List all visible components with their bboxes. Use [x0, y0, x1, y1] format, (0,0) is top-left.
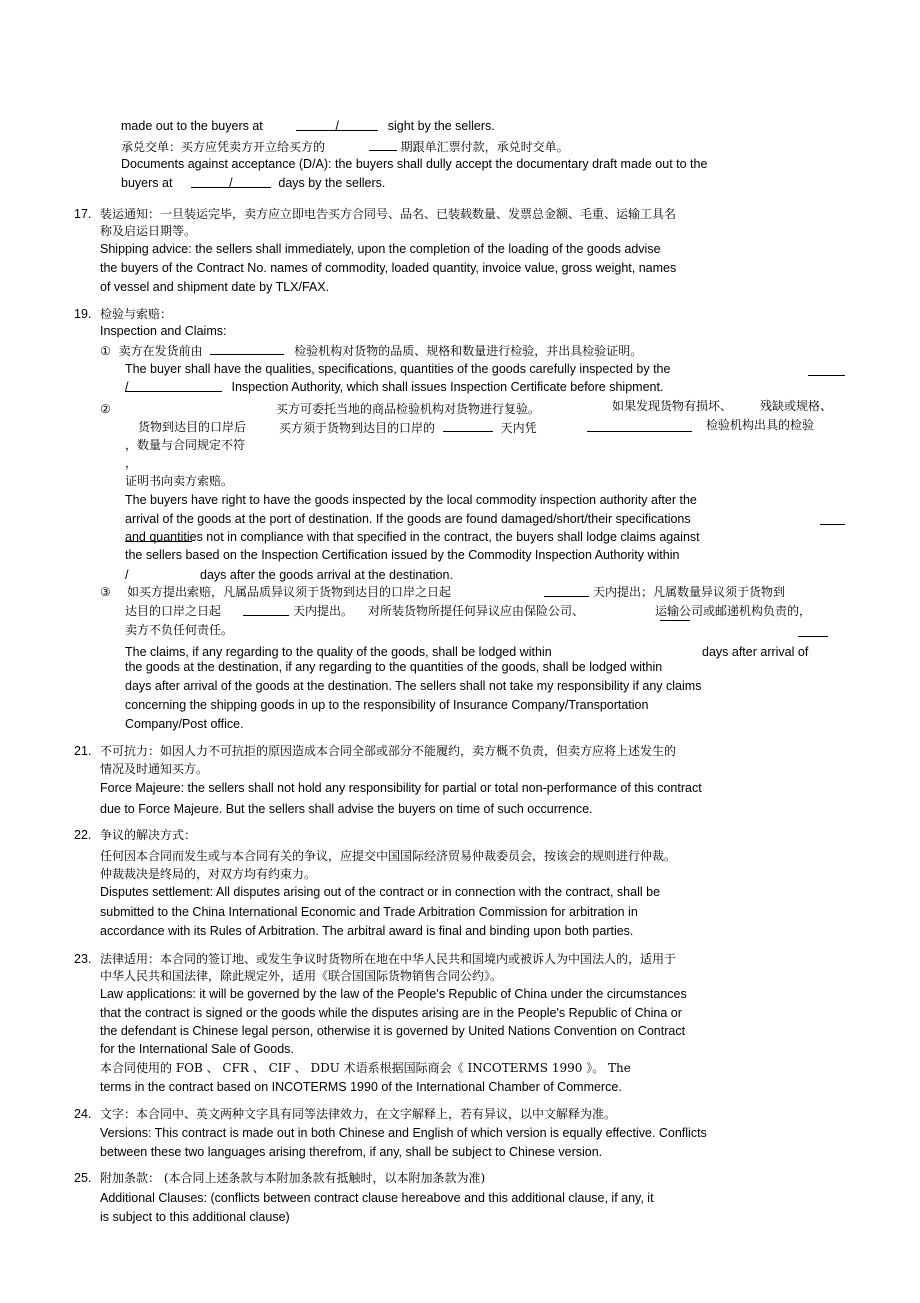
blank-field [544, 596, 589, 597]
section-number-17: 17. [74, 207, 92, 221]
clause-2-zh-mid-2 [279, 418, 537, 437]
blank-field [296, 117, 378, 131]
blank-field [243, 615, 289, 616]
clause-1-en-text-end: Inspection Authority, which shall issues Inspection Certificate before shipment. [231, 380, 664, 394]
da-zh-text: 承兑交单：买方应凭卖方开立给买方的 [121, 140, 326, 154]
blank-field [820, 524, 845, 525]
law-en-4: for the International Sale of Goods. [100, 1042, 294, 1056]
disputes-en-3: accordance with its Rules of Arbitration. The arbitral award is final and binding upon both parties. [100, 924, 634, 938]
blank-field [660, 620, 690, 621]
section-number-23: 23. [74, 952, 92, 966]
disputes-en-2: submitted to the China International Economic and Trade Arbitration Commission for arbitration in [100, 905, 638, 919]
shipping-advice-en-2: the buyers of the Contract No. names of commodity, loaded quantity, invoice value, gross weight, names [100, 261, 677, 275]
clause-2-zh-days: 天内凭 [500, 421, 537, 435]
shipping-advice-en-3: of vessel and shipment date by TLX/FAX. [100, 280, 330, 294]
section-number-25: 25. [74, 1171, 92, 1185]
clause-1-en-2 [125, 378, 663, 396]
clause-2-en-4: the sellers based on the Inspection Certification issued by the Commodity Inspection Authority within [125, 548, 680, 562]
draft-text: made out to the buyers at [121, 119, 263, 133]
clause-2-en-3: and quantities not in compliance with that specified in the contract, the buyers shall lodge claims against [125, 530, 700, 544]
da-en-line-2 [121, 174, 385, 192]
law-zh: 法律适用：本合同的签订地、或发生争议时货物所在地在中华人民共和国境内或被诉人为中国法人的，适用于 [100, 952, 677, 966]
clause-3-marker: ③ [100, 585, 111, 599]
clause-3-en-2: the goods at the destination, if any regarding to the quantities of the goods, shall be lodged within [125, 660, 663, 674]
clause-3-en-3: days after arrival of the goods at the destination. The sellers shall not take my responsibility if any claims [125, 679, 702, 693]
law-incoterms: 本合同使用的 FOB 、 CFR 、 CIF 、 DDU 术语系根据国际商会《 INCOTERMS 1990 》。 The [100, 1061, 631, 1075]
disputes-title-zh: 争议的解决方式： [100, 828, 197, 842]
clause-1-marker: ① [100, 344, 111, 358]
law-zh-2: 中华人民共和国法律，除此规定外，适用《联合国国际货物销售合同公约》。 [100, 969, 503, 983]
da-en-line: Documents against acceptance (D/A): the buyers shall dully accept the documentary draft made out to the [121, 157, 708, 171]
clause-2-zh-right-3: 检验机构出具的检验 [706, 418, 815, 432]
clause-2-zh-5: 证明书向卖方索赔。 [125, 474, 234, 488]
section-number-19: 19. [74, 307, 92, 321]
blank-field [191, 174, 271, 188]
shipping-advice-zh-2: 称及启运日期等。 [100, 224, 197, 238]
clause-3-zh-2: 天内提出；凡属数量异议须于货物到 [593, 585, 786, 599]
force-majeure-zh-2: 情况及时通知买方。 [100, 762, 209, 776]
clause-3-en-4: concerning the shipping goods in up to the responsibility of Insurance Company/Transportation [125, 698, 649, 712]
additional-zh: 附加条款： (本合同上述条款与本附加条款有抵触时，以本附加条款为准) [100, 1171, 486, 1185]
disputes-zh-2: 仲裁裁决是终局的，对双方均有约束力。 [100, 867, 317, 881]
shipping-advice-en: Shipping advice: the sellers shall immediately, upon the completion of the loading of the goods advise [100, 242, 661, 256]
clause-2-zh-text: 买方须于货物到达目的口岸的 [279, 421, 436, 435]
inspection-title-en: Inspection and Claims: [100, 324, 227, 338]
clause-3-zh: 如买方提出索赔，凡属品质异议须于货物到达目的口岸之日起 [127, 585, 452, 599]
clause-2-en-5: days after the goods arrival at the destination. [200, 568, 453, 582]
clause-3-zh-4: 天内提出。 [293, 604, 354, 618]
clause-3-en: The claims, if any regarding to the quality of the goods, shall be lodged within [125, 645, 552, 659]
blank-field [798, 636, 828, 637]
clause-3-zh-6: 运输公司或邮递机构负责的， [655, 604, 812, 618]
draft-line [121, 117, 495, 135]
clause-2-en-2: arrival of the goods at the port of destination. If the goods are found damaged/short/their specifications [125, 512, 691, 526]
law-en-5: terms in the contract based on INCOTERMS 1990 of the International Chamber of Commerce. [100, 1080, 622, 1094]
da-zh-line [121, 137, 569, 156]
versions-en: Versions: This contract is made out in both Chinese and English of which version is equally effective. Conflicts [100, 1126, 707, 1140]
inspection-title-zh: 检验与索赔： [100, 307, 173, 321]
slash: / [335, 119, 339, 133]
additional-en-2: is subject to this additional clause) [100, 1210, 290, 1224]
blank-field [808, 375, 845, 376]
additional-en: Additional Clauses: (conflicts between contract clause hereabove and this additional clause, if any, it [100, 1191, 654, 1205]
clause-2-zh: 买方可委托当地的商品检验机构对货物进行复验。 [276, 402, 541, 416]
shipping-advice-zh: 装运通知：一旦装运完毕，卖方应立即电告买方合同号、品名、已装载数量、发票总金额、毛重、运输工具名 [100, 207, 677, 221]
versions-zh: 文字：本合同中、英文两种文字具有同等法律效力，在文字解释上，若有异议，以中文解释为准。 [100, 1107, 617, 1121]
da-en-text: buyers at [121, 176, 173, 190]
draft-text-end: sight by the sellers. [387, 119, 495, 133]
force-majeure-zh: 不可抗力：如因人力不可抗拒的原因造成本合同全部或部分不能履约，卖方概不负责，但卖方应将上述发生的 [100, 744, 677, 758]
clause-1-zh-text-end: 检验机构对货物的品质、规格和数量进行检验，并出具检验证明。 [294, 344, 643, 358]
da-en-text-end: days by the sellers. [278, 176, 386, 190]
law-en: Law applications: it will be governed by the law of the People's Republic of China under the circumstances [100, 987, 687, 1001]
clause-3-en-end: days after arrival of [702, 645, 809, 659]
da-zh-text-end: 期跟单汇票付款，承兑时交单。 [400, 140, 569, 154]
force-majeure-en: Force Majeure: the sellers shall not hold any responsibility for partial or total non-performance of this contract [100, 781, 702, 795]
clause-2-zh-right-2: 残缺或规格、 [760, 399, 833, 413]
clause-1-zh [100, 341, 642, 360]
law-en-2: that the contract is signed or the goods while the disputes arising are in the People's Republic of China or [100, 1006, 682, 1020]
clause-3-zh-5: 对所装货物所提任何异议应由保险公司、 [368, 604, 585, 618]
clause-2-zh-right: 如果发现货物有损坏、 [612, 399, 733, 413]
clause-2-zh-3: ，数量与合同规定不符 [125, 438, 246, 452]
clause-1-zh-text: 卖方在发货前由 [118, 344, 203, 358]
section-number-21: 21. [74, 744, 92, 758]
clause-2-marker: ② [100, 402, 111, 416]
blank-field [443, 418, 493, 432]
clause-2-zh-2: 货物到达目的口岸后 [138, 420, 247, 434]
clause-3-zh-7: 卖方不负任何责任。 [125, 623, 234, 637]
clause-3-en-5: Company/Post office. [125, 717, 244, 731]
force-majeure-en-2: due to Force Majeure. But the sellers shall advise the buyers on time of such occurrence. [100, 802, 593, 816]
disputes-zh: 任何因本合同而发生或与本合同有关的争议，应提交中国国际经济贸易仲裁委员会，按该会的规则进行仲裁。 [100, 849, 677, 863]
slash: / [229, 176, 233, 190]
section-number-22: 22. [74, 828, 92, 842]
blank-field [210, 341, 284, 355]
slash: / [125, 380, 129, 394]
law-en-3: the defendant is Chinese legal person, otherwise it is governed by United Nations Convention on Contract [100, 1024, 686, 1038]
clause-1-en: The buyer shall have the qualities, specifications, quantities of the goods carefully inspected by the [125, 362, 671, 376]
blank-field [125, 541, 192, 542]
blank-field [369, 137, 397, 151]
blank-field [125, 378, 222, 392]
slash: / [125, 568, 129, 582]
clause-3-zh-3: 达目的口岸之日起 [125, 604, 222, 618]
versions-en-2: between these two languages arising therefrom, if any, shall be subject to Chinese version. [100, 1145, 603, 1159]
clause-2-en: The buyers have right to have the goods inspected by the local commodity inspection authority after the [125, 493, 697, 507]
disputes-en: Disputes settlement: All disputes arising out of the contract or in connection with the contract, shall be [100, 885, 661, 899]
section-number-24: 24. [74, 1107, 92, 1121]
clause-2-zh-comma: ， [125, 456, 138, 470]
blank-field [587, 431, 692, 432]
